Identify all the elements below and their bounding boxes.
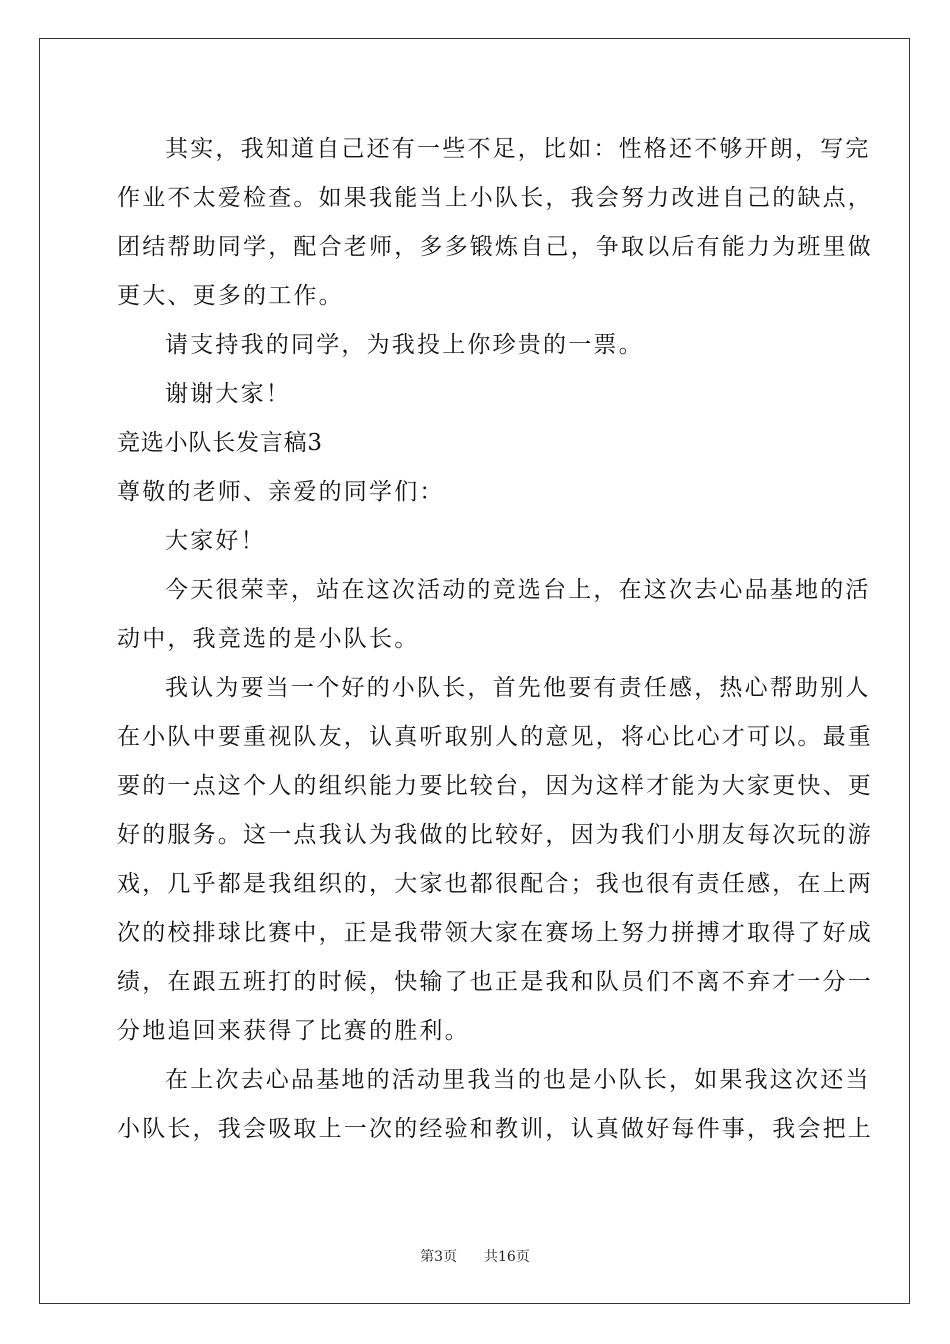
- text-line: 绩，在跟五班打的时候，快输了也正是我和队员们不离不弃才一分一: [117, 969, 873, 995]
- page-total: 共16页: [484, 1249, 530, 1265]
- document-body: [117, 125, 873, 1154]
- text-line: 尊敬的老师、亲爱的同学们：: [117, 479, 445, 505]
- text-line: 我认为要当一个好的小队长，首先他要有责任感，热心帮助别人: [165, 675, 871, 701]
- text-line: 其实，我知道自己还有一些不足，比如：性格还不够开朗，写完: [165, 136, 871, 162]
- text-line: 大家好！: [165, 528, 266, 554]
- text-line: 今天很荣幸，站在这次活动的竞选台上，在这次去心品基地的活: [165, 577, 871, 603]
- text-line: 团结帮助同学，配合老师，多多锻炼自己，争取以后有能力为班里做: [117, 234, 873, 260]
- text-line: 动中，我竞选的是小队长。: [117, 626, 420, 652]
- text-line: 更大、更多的工作。: [117, 283, 344, 309]
- text-line: 好的服务。这一点我认为我做的比较好，因为我们小朋友每次玩的游: [117, 822, 873, 848]
- text-line: 要的一点这个人的组织能力要比较台，因为这样才能为大家更快、更: [117, 773, 873, 799]
- section-heading: 竞选小队长发言稿3: [117, 430, 323, 456]
- text-line: 小队长，我会吸取上一次的经验和教训，认真做好每件事，我会把上: [117, 1116, 873, 1142]
- text-line: 次的校排球比赛中，正是我带领大家在赛场上努力拼搏才取得了好成: [117, 920, 873, 946]
- text-line: 谢谢大家！: [165, 381, 291, 407]
- text-line: 戏，几乎都是我组织的，大家也都很配合；我也很有责任感，在上两: [117, 871, 873, 897]
- text-line: 分地追回来获得了比赛的胜利。: [117, 1018, 470, 1044]
- page-footer: [0, 1246, 950, 1266]
- page-number: 第3页: [420, 1249, 458, 1265]
- text-line: 作业不太爱检查。如果我能当上小队长，我会努力改进自己的缺点，: [117, 185, 873, 211]
- text-line: 请支持我的同学，为我投上你珍贵的一票。: [165, 332, 644, 358]
- text-line: 在小队中要重视队友，认真听取别人的意见，将心比心才可以。最重: [117, 724, 873, 750]
- text-line: 在上次去心品基地的活动里我当的也是小队长，如果我这次还当: [165, 1067, 871, 1093]
